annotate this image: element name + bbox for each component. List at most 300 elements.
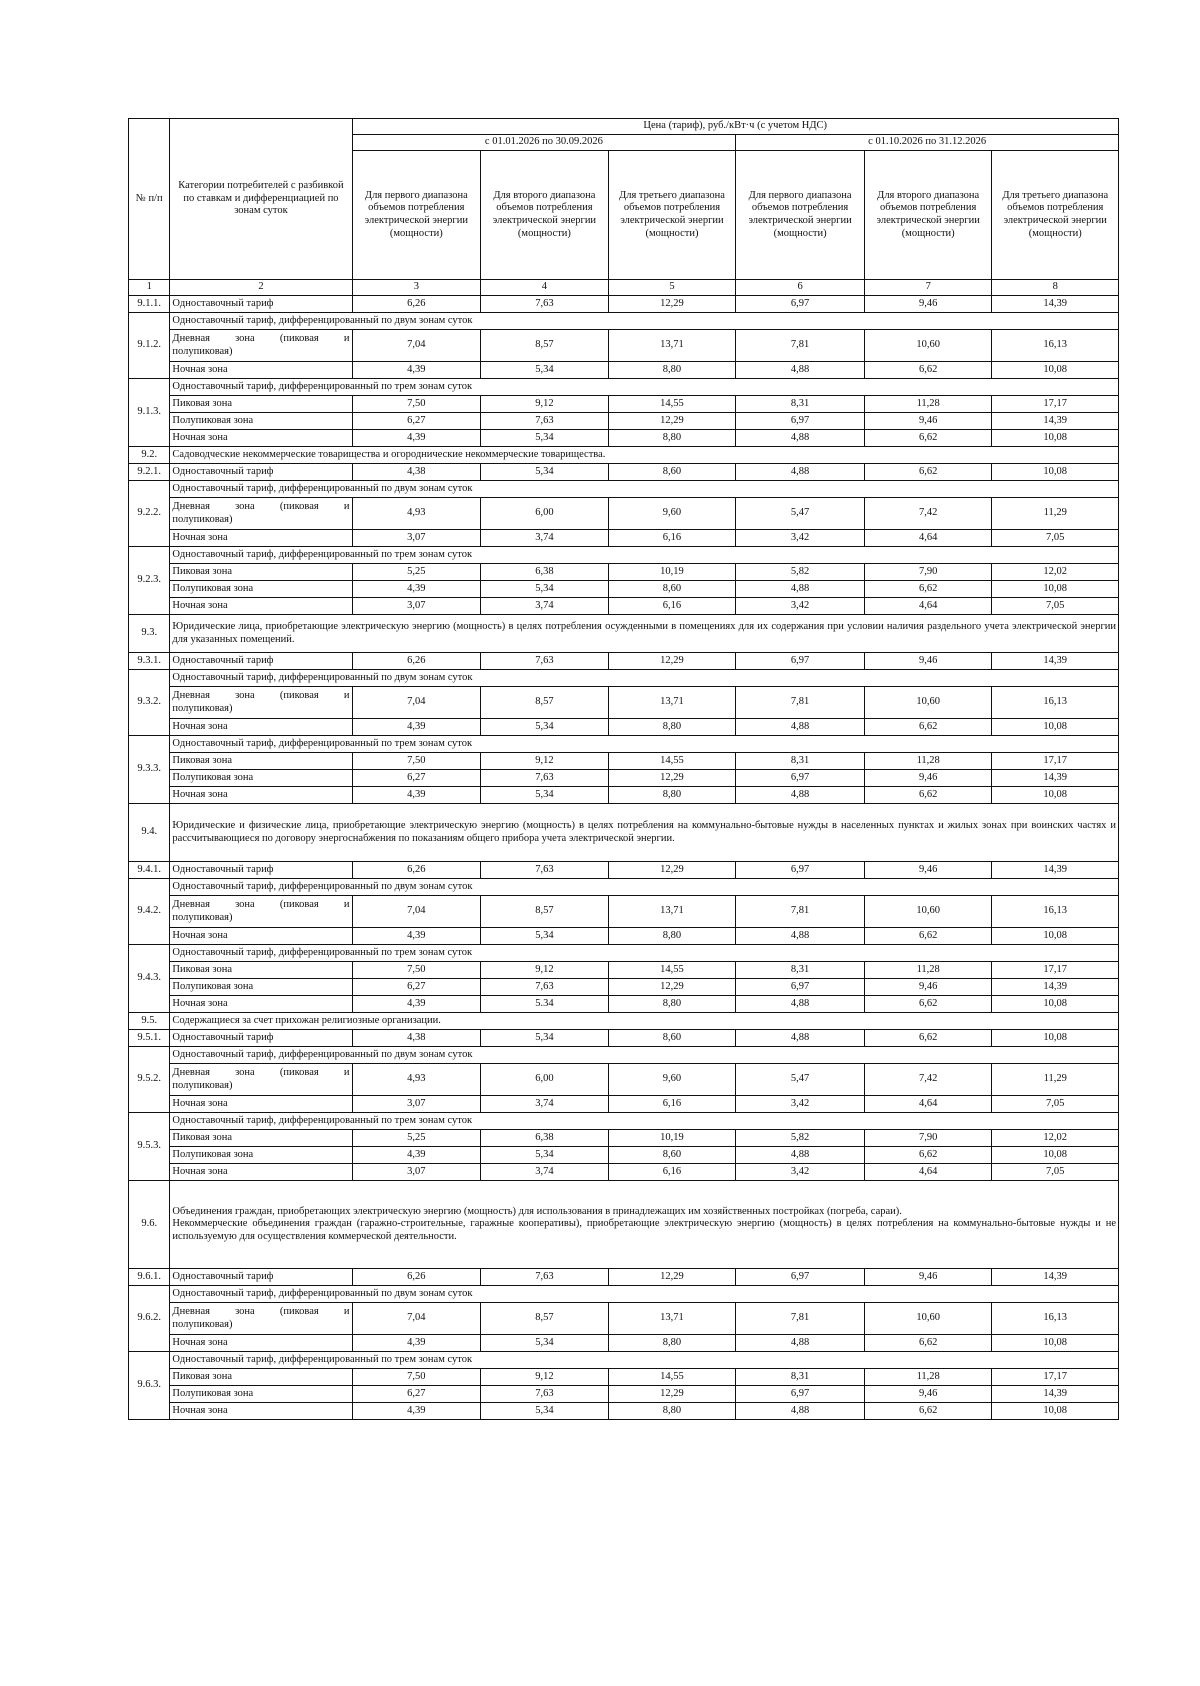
- category-label: Ночная зона: [170, 430, 352, 447]
- tariff-value: 9,46: [864, 413, 992, 430]
- tariff-value: 6,97: [736, 862, 865, 879]
- category-label: Полупиковая зона: [170, 413, 352, 430]
- category-label: Одноставочный тариф, дифференцированный по трем зонам суток: [170, 379, 1119, 396]
- category-label: Одноставочный тариф: [170, 296, 352, 313]
- section-title-line: Объединения граждан, приобретающих электрическую энергию (мощность) для использования в принадлежащих им хозяйственных постройках (погреба, сараи).: [172, 1205, 902, 1217]
- category-label: [170, 498, 352, 530]
- tariff-value: 6,27: [352, 770, 481, 787]
- tariff-value: 17,17: [992, 962, 1119, 979]
- tariff-value: 10,60: [864, 896, 992, 928]
- row-number: 9.6.3.: [129, 1352, 170, 1420]
- table-row: [129, 687, 1119, 719]
- tariff-value: 17,17: [992, 1369, 1119, 1386]
- table-row: [129, 481, 1119, 498]
- table-row: [129, 1352, 1119, 1369]
- tariff-value: 3,07: [352, 598, 481, 615]
- column-number: 5: [608, 280, 736, 296]
- tariff-value: 4,88: [736, 1147, 865, 1164]
- tariff-value: 7,63: [481, 1386, 609, 1403]
- day-zone-line-2: полупиковая): [172, 345, 233, 357]
- section-number: 9.2.: [129, 447, 170, 464]
- tariff-value: 17,17: [992, 753, 1119, 770]
- tariff-value: 6,16: [608, 530, 736, 547]
- tariff-value: 4,93: [352, 498, 481, 530]
- tariff-value: 10,08: [992, 464, 1119, 481]
- table-row: [129, 1113, 1119, 1130]
- tariff-value: 8,60: [608, 1030, 736, 1047]
- tariff-value: 10,08: [992, 928, 1119, 945]
- column-number: 3: [352, 280, 481, 296]
- tariff-value: 12,29: [608, 979, 736, 996]
- category-label: Ночная зона: [170, 530, 352, 547]
- section-title: [170, 615, 1119, 653]
- tariff-value: 5,34: [481, 1030, 609, 1047]
- tariff-value: 5,34: [481, 1403, 609, 1420]
- tariff-value: 8,80: [608, 996, 736, 1013]
- day-zone-line-1: Дневная зона (пиковая и: [172, 1305, 350, 1317]
- tariff-value: 4,64: [864, 598, 992, 615]
- table-row: [129, 1286, 1119, 1303]
- tariff-value: 12,29: [608, 1269, 736, 1286]
- tariff-value: 11,28: [864, 753, 992, 770]
- tariff-value: 12,02: [992, 564, 1119, 581]
- tariff-value: 6,26: [352, 862, 481, 879]
- tariff-value: 6,97: [736, 770, 865, 787]
- section-title: [170, 447, 1119, 464]
- tariff-value: 4,88: [736, 430, 865, 447]
- tariff-value: 10,08: [992, 581, 1119, 598]
- tariff-value: 4,39: [352, 787, 481, 804]
- tariff-value: 4,88: [736, 928, 865, 945]
- tariff-value: 9,46: [864, 979, 992, 996]
- tariff-value: 3,74: [481, 530, 609, 547]
- tariff-value: 7,04: [352, 1303, 481, 1335]
- column-number: 4: [481, 280, 609, 296]
- tariff-value: 5,25: [352, 1130, 481, 1147]
- tariff-value: 6,97: [736, 979, 865, 996]
- day-zone-line-1: Дневная зона (пиковая и: [172, 332, 350, 344]
- tariff-value: 10,08: [992, 1147, 1119, 1164]
- tariff-value: 7,81: [736, 896, 865, 928]
- tariff-value: 4,39: [352, 362, 481, 379]
- table-row: [129, 670, 1119, 687]
- tariff-value: 6,62: [864, 928, 992, 945]
- tariff-value: 16,13: [992, 1303, 1119, 1335]
- row-number: 9.5.1.: [129, 1030, 170, 1047]
- table-row: [129, 753, 1119, 770]
- tariff-value: 16,13: [992, 330, 1119, 362]
- tariff-value: 8,60: [608, 581, 736, 598]
- tariff-value: 14,39: [992, 770, 1119, 787]
- tariff-value: 5,34: [481, 1147, 609, 1164]
- tariff-value: 8,60: [608, 464, 736, 481]
- tariff-value: 7,50: [352, 753, 481, 770]
- row-number: 9.1.3.: [129, 379, 170, 447]
- category-label: Одноставочный тариф, дифференцированный по трем зонам суток: [170, 945, 1119, 962]
- tariff-value: 8,80: [608, 362, 736, 379]
- tariff-value: 3,74: [481, 598, 609, 615]
- tariff-value: 10,08: [992, 996, 1119, 1013]
- tariff-value: 4,88: [736, 1335, 865, 1352]
- tariff-value: 10,60: [864, 1303, 992, 1335]
- tariff-value: 13,71: [608, 330, 736, 362]
- tariff-value: 5,34: [481, 719, 609, 736]
- tariff-value: 9,46: [864, 296, 992, 313]
- tariff-value: 8,80: [608, 430, 736, 447]
- table-row: [129, 1269, 1119, 1286]
- table-row: [129, 928, 1119, 945]
- category-label: [170, 1303, 352, 1335]
- table-row: [129, 945, 1119, 962]
- table-row: [129, 530, 1119, 547]
- tariff-value: 8,80: [608, 787, 736, 804]
- category-label: Одноставочный тариф: [170, 1030, 352, 1047]
- tariff-value: 6,62: [864, 787, 992, 804]
- category-label: Полупиковая зона: [170, 770, 352, 787]
- tariff-value: 7,81: [736, 330, 865, 362]
- category-label: Пиковая зона: [170, 564, 352, 581]
- table-row: [129, 330, 1119, 362]
- tariff-value: 14,55: [608, 753, 736, 770]
- row-number: 9.3.1.: [129, 653, 170, 670]
- tariff-value: 6,26: [352, 1269, 481, 1286]
- tariff-value: 10,08: [992, 787, 1119, 804]
- tariff-value: 4,88: [736, 1030, 865, 1047]
- category-label: Одноставочный тариф: [170, 862, 352, 879]
- table-row: [129, 396, 1119, 413]
- tariff-value: 4,88: [736, 787, 865, 804]
- table-row: [129, 719, 1119, 736]
- tariff-value: 9,12: [481, 962, 609, 979]
- table-row: [129, 1386, 1119, 1403]
- tariff-value: 6,62: [864, 1030, 992, 1047]
- tariff-value: 10,19: [608, 1130, 736, 1147]
- tariff-value: 7,90: [864, 564, 992, 581]
- tariff-value: 6,26: [352, 653, 481, 670]
- category-label: Пиковая зона: [170, 753, 352, 770]
- tariff-value: 4,39: [352, 1147, 481, 1164]
- table-row: [129, 1403, 1119, 1420]
- section-title-line: Садоводческие некоммерческие товарищества и огороднические некоммерческие товарищества.: [172, 448, 606, 460]
- tariff-value: 6,62: [864, 719, 992, 736]
- table-row: [129, 1164, 1119, 1181]
- tariff-value: 7,90: [864, 1130, 992, 1147]
- category-label: [170, 687, 352, 719]
- tariff-value: 7,63: [481, 979, 609, 996]
- category-label: Одноставочный тариф, дифференцированный по двум зонам суток: [170, 1286, 1119, 1303]
- tariff-value: 5,34: [481, 464, 609, 481]
- tariff-value: 6,16: [608, 1096, 736, 1113]
- day-zone-line-2: полупиковая): [172, 1318, 233, 1330]
- day-zone-line-1: Дневная зона (пиковая и: [172, 500, 350, 512]
- category-label: Полупиковая зона: [170, 1147, 352, 1164]
- tariff-value: 7,04: [352, 330, 481, 362]
- table-row: [129, 413, 1119, 430]
- tariff-sheet: [128, 118, 1119, 1420]
- tariff-value: 9,46: [864, 862, 992, 879]
- tariff-value: 13,71: [608, 1303, 736, 1335]
- tariff-value: 3,42: [736, 1096, 865, 1113]
- table-row: [129, 430, 1119, 447]
- tariff-value: 8,31: [736, 753, 865, 770]
- tariff-value: 7,42: [864, 1064, 992, 1096]
- section-number: 9.4.: [129, 804, 170, 862]
- day-zone-line-2: полупиковая): [172, 702, 233, 714]
- category-label: Ночная зона: [170, 928, 352, 945]
- table-row: [129, 581, 1119, 598]
- day-zone-line-2: полупиковая): [172, 1079, 233, 1091]
- tariff-value: 7,50: [352, 396, 481, 413]
- table-row: [129, 787, 1119, 804]
- tariff-value: 4,39: [352, 581, 481, 598]
- tariff-value: 10,08: [992, 1335, 1119, 1352]
- row-number: 9.6.1.: [129, 1269, 170, 1286]
- table-row: [129, 862, 1119, 879]
- table-row: [129, 1369, 1119, 1386]
- section-title: [170, 1013, 1119, 1030]
- period-1-header: с 01.01.2026 по 30.09.2026: [352, 135, 736, 151]
- table-row: [129, 447, 1119, 464]
- tariff-value: 12,29: [608, 296, 736, 313]
- tariff-value: 6,62: [864, 430, 992, 447]
- tariff-value: 13,71: [608, 687, 736, 719]
- table-row: [129, 1147, 1119, 1164]
- category-label: Ночная зона: [170, 1335, 352, 1352]
- row-number: 9.1.1.: [129, 296, 170, 313]
- category-label: Одноставочный тариф, дифференцированный по трем зонам суток: [170, 1113, 1119, 1130]
- tariff-value: 3,07: [352, 1096, 481, 1113]
- tariff-value: 11,29: [992, 1064, 1119, 1096]
- range-3-header: Для третьего диапазона объемов потребления электрической энергии (мощности): [608, 151, 736, 280]
- row-number: 9.6.2.: [129, 1286, 170, 1352]
- tariff-value: 7,81: [736, 1303, 865, 1335]
- table-row: [129, 564, 1119, 581]
- table-row: [129, 296, 1119, 313]
- row-number: 9.2.3.: [129, 547, 170, 615]
- tariff-value: 4,39: [352, 1403, 481, 1420]
- tariff-value: 10,08: [992, 430, 1119, 447]
- category-label: Одноставочный тариф, дифференцированный по двум зонам суток: [170, 879, 1119, 896]
- tariff-value: 6,62: [864, 362, 992, 379]
- tariff-value: 7,81: [736, 687, 865, 719]
- category-label: Одноставочный тариф, дифференцированный по трем зонам суток: [170, 547, 1119, 564]
- tariff-value: 4,88: [736, 581, 865, 598]
- tariff-value: 14,39: [992, 413, 1119, 430]
- column-number: 1: [129, 280, 170, 296]
- row-number: 9.4.2.: [129, 879, 170, 945]
- category-label: Одноставочный тариф, дифференцированный по двум зонам суток: [170, 481, 1119, 498]
- table-row: [129, 1335, 1119, 1352]
- tariff-value: 10,08: [992, 1403, 1119, 1420]
- tariff-value: 6,27: [352, 1386, 481, 1403]
- tariff-value: 7,63: [481, 653, 609, 670]
- category-label: [170, 896, 352, 928]
- tariff-value: 6,00: [481, 498, 609, 530]
- tariff-value: 5,47: [736, 498, 865, 530]
- range-1-header: Для первого диапазона объемов потребления электрической энергии (мощности): [736, 151, 865, 280]
- tariff-value: 14,39: [992, 862, 1119, 879]
- tariff-value: 5,82: [736, 1130, 865, 1147]
- day-zone-line-1: Дневная зона (пиковая и: [172, 1066, 350, 1078]
- tariff-value: 4,88: [736, 996, 865, 1013]
- tariff-value: 9,12: [481, 396, 609, 413]
- table-row: [129, 770, 1119, 787]
- section-number: 9.5.: [129, 1013, 170, 1030]
- table-row: [129, 979, 1119, 996]
- row-number: 9.2.2.: [129, 481, 170, 547]
- tariff-value: 8,57: [481, 687, 609, 719]
- tariff-value: 6,97: [736, 653, 865, 670]
- tariff-value: 8,31: [736, 1369, 865, 1386]
- tariff-value: 6,62: [864, 1335, 992, 1352]
- tariff-value: 7,05: [992, 598, 1119, 615]
- day-zone-line-1: Дневная зона (пиковая и: [172, 898, 350, 910]
- tariff-value: 3,74: [481, 1096, 609, 1113]
- row-number: 9.4.1.: [129, 862, 170, 879]
- category-label: Одноставочный тариф: [170, 1269, 352, 1286]
- table-row: [129, 1096, 1119, 1113]
- section-title-line: Юридические лица, приобретающие электрическую энергию (мощность) в целях потребления осужденными в помещениях для их содержания при условии наличия раздельного учета электрической энергии для указанных помещений.: [172, 620, 1116, 645]
- day-zone-line-2: полупиковая): [172, 513, 233, 525]
- tariff-value: 9,60: [608, 498, 736, 530]
- category-label: [170, 330, 352, 362]
- tariff-value: 7,05: [992, 1096, 1119, 1113]
- tariff-value: 7,05: [992, 1164, 1119, 1181]
- row-number: 9.2.1.: [129, 464, 170, 481]
- row-number: 9.3.2.: [129, 670, 170, 736]
- tariff-value: 8,80: [608, 928, 736, 945]
- tariff-value: 3,07: [352, 1164, 481, 1181]
- table-row: [129, 736, 1119, 753]
- tariff-value: 10,60: [864, 687, 992, 719]
- tariff-value: 6,27: [352, 413, 481, 430]
- table-row: [129, 547, 1119, 564]
- tariff-value: 9,12: [481, 753, 609, 770]
- tariff-value: 8,80: [608, 1403, 736, 1420]
- table-row: [129, 1047, 1119, 1064]
- tariff-value: 6,97: [736, 1386, 865, 1403]
- tariff-value: 7,04: [352, 896, 481, 928]
- tariff-value: 7,63: [481, 413, 609, 430]
- tariff-value: 4,64: [864, 530, 992, 547]
- tariff-value: 9,46: [864, 653, 992, 670]
- tariff-value: 6,38: [481, 564, 609, 581]
- tariff-value: 9,60: [608, 1064, 736, 1096]
- tariff-value: 4,39: [352, 1335, 481, 1352]
- day-zone-line-1: Дневная зона (пиковая и: [172, 689, 350, 701]
- tariff-value: 4,88: [736, 464, 865, 481]
- tariff-value: 5,34: [481, 787, 609, 804]
- tariff-value: 9,46: [864, 770, 992, 787]
- category-label: Одноставочный тариф, дифференцированный по двум зонам суток: [170, 313, 1119, 330]
- category-label: Полупиковая зона: [170, 1386, 352, 1403]
- table-row: [129, 598, 1119, 615]
- row-number: 9.1.2.: [129, 313, 170, 379]
- tariff-value: 12,29: [608, 413, 736, 430]
- tariff-value: 8,57: [481, 1303, 609, 1335]
- tariff-value: 13,71: [608, 896, 736, 928]
- range-1-header: Для первого диапазона объемов потребления электрической энергии (мощности): [352, 151, 481, 280]
- category-label: Ночная зона: [170, 719, 352, 736]
- row-number: 9.5.3.: [129, 1113, 170, 1181]
- column-number: 7: [864, 280, 992, 296]
- category-label: Ночная зона: [170, 1164, 352, 1181]
- tariff-value: 6,27: [352, 979, 481, 996]
- tariff-value: 11,28: [864, 1369, 992, 1386]
- tariff-value: 6,97: [736, 296, 865, 313]
- column-numbers-row: [129, 280, 1119, 296]
- tariff-value: 3,42: [736, 1164, 865, 1181]
- tariff-value: 3,42: [736, 598, 865, 615]
- tariff-value: 12,29: [608, 1386, 736, 1403]
- tariff-value: 12,29: [608, 770, 736, 787]
- tariff-value: 4,39: [352, 719, 481, 736]
- table-row: [129, 362, 1119, 379]
- category-label: Пиковая зона: [170, 396, 352, 413]
- column-number: 2: [170, 280, 352, 296]
- tariff-value: 5,47: [736, 1064, 865, 1096]
- tariff-value: 11,29: [992, 498, 1119, 530]
- table-row: [129, 379, 1119, 396]
- period-2-header: с 01.10.2026 по 31.12.2026: [736, 135, 1119, 151]
- tariff-value: 8,57: [481, 896, 609, 928]
- tariff-value: 14,39: [992, 653, 1119, 670]
- tariff-value: 4,39: [352, 996, 481, 1013]
- table-row: [129, 1030, 1119, 1047]
- table-row: [129, 1303, 1119, 1335]
- tariff-value: 14,55: [608, 1369, 736, 1386]
- tariff-value: 5,82: [736, 564, 865, 581]
- tariff-value: 5,34: [481, 928, 609, 945]
- tariff-value: 5,34: [481, 430, 609, 447]
- tariff-value: 6,62: [864, 464, 992, 481]
- category-label: Пиковая зона: [170, 1130, 352, 1147]
- tariff-table: [128, 118, 1119, 1420]
- tariff-value: 12,29: [608, 862, 736, 879]
- table-row: [129, 498, 1119, 530]
- tariff-value: 4,39: [352, 928, 481, 945]
- tariff-value: 6,16: [608, 598, 736, 615]
- tariff-value: 5,34: [481, 581, 609, 598]
- tariff-value: 12,02: [992, 1130, 1119, 1147]
- section-title: [170, 804, 1119, 862]
- tariff-value: 6,00: [481, 1064, 609, 1096]
- range-3-header: Для третьего диапазона объемов потребления электрической энергии (мощности): [992, 151, 1119, 280]
- tariff-value: 3,07: [352, 530, 481, 547]
- tariff-value: 5,34: [481, 1335, 609, 1352]
- tariff-value: 8,80: [608, 719, 736, 736]
- tariff-value: 6,62: [864, 1403, 992, 1420]
- table-row: [129, 615, 1119, 653]
- tariff-value: 7,04: [352, 687, 481, 719]
- category-label: Ночная зона: [170, 362, 352, 379]
- tariff-value: 14,39: [992, 296, 1119, 313]
- category-label: Одноставочный тариф, дифференцированный по двум зонам суток: [170, 670, 1119, 687]
- table-row: [129, 313, 1119, 330]
- column-number: 6: [736, 280, 865, 296]
- tariff-value: 6,16: [608, 1164, 736, 1181]
- category-label: Полупиковая зона: [170, 581, 352, 598]
- tariff-value: 4,88: [736, 362, 865, 379]
- tariff-value: 14,39: [992, 1269, 1119, 1286]
- tariff-value: 8,80: [608, 1335, 736, 1352]
- tariff-value: 4,38: [352, 1030, 481, 1047]
- table-row: [129, 896, 1119, 928]
- tariff-value: 6,26: [352, 296, 481, 313]
- tariff-value: 14,55: [608, 396, 736, 413]
- tariff-value: 8,31: [736, 962, 865, 979]
- category-label: Ночная зона: [170, 598, 352, 615]
